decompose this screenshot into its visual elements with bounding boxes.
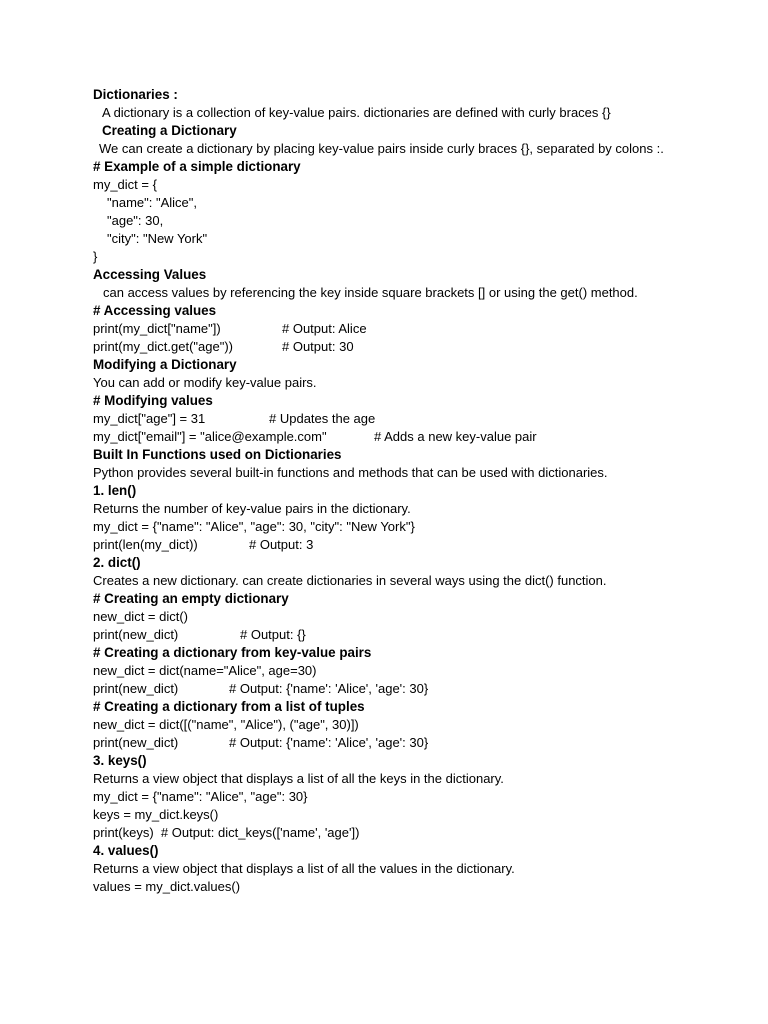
- heading-dict: 2. dict(): [93, 555, 141, 570]
- code-comment: # Output: {'name': 'Alice', 'age': 30}: [229, 735, 429, 750]
- code-text: my_dict["age"] = 31: [93, 411, 206, 426]
- paragraph: can access values by referencing the key inside square brackets [] or using the get() method.: [103, 285, 638, 300]
- code-line: [93, 536, 733, 554]
- code-line: [93, 338, 733, 356]
- paragraph: Returns the number of key-value pairs in the dictionary.: [93, 501, 411, 516]
- code-line: [93, 680, 733, 698]
- paragraph: We can create a dictionary by placing key-value pairs inside curly braces {}, separated by colons :.: [99, 141, 664, 156]
- code-line: [93, 428, 733, 446]
- code-comment: # Updates the age: [269, 411, 376, 426]
- code-comment: # Output: 30: [282, 339, 354, 354]
- code-line: new_dict = dict(name="Alice", age=30): [93, 663, 317, 678]
- heading-accessing-values: Accessing Values: [93, 267, 207, 282]
- heading-values: 4. values(): [93, 843, 159, 858]
- code-comment: # Creating a dictionary from a list of tuples: [93, 699, 365, 714]
- code-line: [93, 410, 733, 428]
- heading-creating-dictionary: Creating a Dictionary: [102, 123, 237, 138]
- code-comment: # Creating an empty dictionary: [93, 591, 289, 606]
- code-comment: # Creating a dictionary from key-value pairs: [93, 645, 372, 660]
- heading-keys: 3. keys(): [93, 753, 147, 768]
- heading-dictionaries: Dictionaries :: [93, 87, 178, 102]
- code-comment: # Output: 3: [249, 537, 314, 552]
- paragraph: Returns a view object that displays a list of all the keys in the dictionary.: [93, 771, 504, 786]
- code-text: print(new_dict): [93, 735, 179, 750]
- code-line: new_dict = dict([("name", "Alice"), ("age", 30)]): [93, 717, 359, 732]
- document-body: [93, 86, 733, 896]
- paragraph: Python provides several built-in functions and methods that can be used with dictionaries.: [93, 465, 608, 480]
- paragraph: A dictionary is a collection of key-value pairs. dictionaries are defined with curly braces {}: [102, 105, 611, 120]
- paragraph: Returns a view object that displays a list of all the values in the dictionary.: [93, 861, 515, 876]
- code-comment: # Modifying values: [93, 393, 213, 408]
- code-line: }: [93, 249, 98, 264]
- paragraph: Creates a new dictionary. can create dictionaries in several ways using the dict() function.: [93, 573, 607, 588]
- code-comment: # Adds a new key-value pair: [374, 429, 537, 444]
- code-text: print(len(my_dict)): [93, 537, 198, 552]
- code-line: my_dict = {"name": "Alice", "age": 30}: [93, 789, 308, 804]
- code-line: "city": "New York": [107, 231, 208, 246]
- code-line: my_dict = {: [93, 177, 157, 192]
- code-line: "age": 30,: [107, 213, 164, 228]
- paragraph: You can add or modify key-value pairs.: [93, 375, 317, 390]
- code-line: [93, 320, 733, 338]
- code-line: [93, 734, 733, 752]
- code-comment: # Output: {'name': 'Alice', 'age': 30}: [229, 681, 429, 696]
- heading-built-in-functions: Built In Functions used on Dictionaries: [93, 447, 342, 462]
- code-comment: # Output: {}: [240, 627, 306, 642]
- code-comment: # Accessing values: [93, 303, 217, 318]
- heading-modifying-dictionary: Modifying a Dictionary: [93, 357, 237, 372]
- code-comment: # Output: Alice: [282, 321, 367, 336]
- heading-len: 1. len(): [93, 483, 137, 498]
- code-comment: # Example of a simple dictionary: [93, 159, 301, 174]
- code-text: print(my_dict["name"]): [93, 321, 221, 336]
- code-line: keys = my_dict.keys(): [93, 807, 219, 822]
- code-line: values = my_dict.values(): [93, 879, 241, 894]
- code-text: my_dict["email"] = "alice@example.com": [93, 429, 327, 444]
- code-line: [93, 626, 733, 644]
- code-line: my_dict = {"name": "Alice", "age": 30, "city": "New York"}: [93, 519, 415, 534]
- code-text: print(new_dict): [93, 681, 179, 696]
- code-line: new_dict = dict(): [93, 609, 189, 624]
- code-line: "name": "Alice",: [107, 195, 197, 210]
- code-text: print(new_dict): [93, 627, 179, 642]
- code-line: print(keys) # Output: dict_keys(['name', 'age']): [93, 825, 360, 840]
- code-text: print(my_dict.get("age")): [93, 339, 233, 354]
